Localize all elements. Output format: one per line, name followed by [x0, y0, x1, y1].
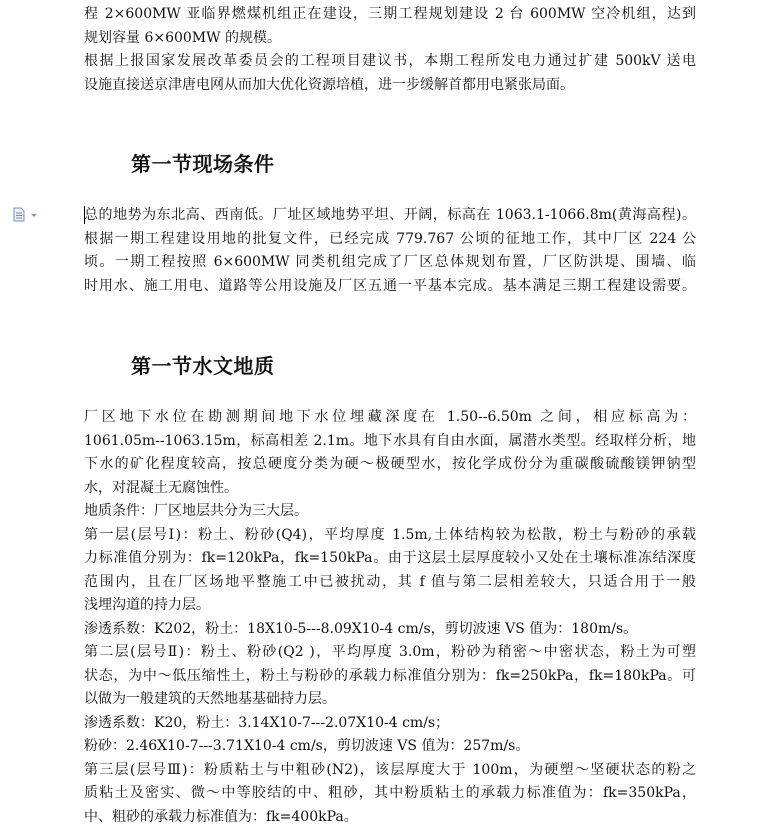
paragraph-menu[interactable] — [12, 207, 42, 223]
text-line: 第二层(层号Ⅱ)：粉土、粉砂(Q2 )，平均厚度 3.0m，粉砂为稍密～中密状态，粉土为可塑 — [84, 641, 696, 665]
text-line: 状态，为中～低压缩性土，粉土与粉砂的承载力标准值分别为：fk=250kPa，fk=180kPa。可 — [84, 665, 696, 689]
section-heading-site-conditions: 第一节现场条件 — [131, 148, 275, 177]
text-line: 以做为一般建筑的天然地基基础持力层。 — [84, 688, 696, 712]
text-line: 渗透系数：K202，粉土：18X10-5---8.09X10-4 cm/s，剪切波速 VS 值为：180m/s。 — [84, 618, 696, 642]
section-heading-hydrogeology: 第一节水文地质 — [131, 350, 275, 379]
document-icon — [12, 207, 42, 223]
site-conditions-paragraph[interactable] — [84, 204, 696, 298]
text-line: 中、粗砂的承载力标准值为：fk=400kPa。 — [84, 806, 696, 829]
text-line: 第一层(层号Ⅰ)：粉土、粉砂(Q4)，平均厚度 1.5m,土体结构较为松散，粉土与粉砂的承载 — [84, 524, 696, 548]
text-line: 下水的矿化程度较高，按总硬度分类为硬～极硬型水，按化学成份分为重碳酸硫酸镁钾钠型 — [84, 453, 696, 477]
text-line: 总的地势为东北高、西南低。厂址区域地势平坦、开阔，标高在 1063.1-1066.8m(黄海高程)。 — [84, 204, 696, 228]
text-line: 浅埋沟道的持力层。 — [84, 594, 696, 618]
text-line: 时用水、施工用电、道路等公用设施及厂区五通一平基本完成。基本满足三期工程建设需要。 — [84, 275, 696, 299]
text-line: 第三层(层号Ⅲ)：粉质粘土与中粗砂(N2)，该层厚度大于 100m，为硬塑～坚硬状态的粉之 — [84, 759, 696, 783]
text-line: 力标准值分别为：fk=120kPa，fk=150kPa。由于这层土层厚度较小又处在土壤标准冻结深度 — [84, 547, 696, 571]
hydrogeology-paragraph[interactable] — [84, 406, 696, 829]
text-line: 根据一期工程建设用地的批复文件，已经完成 779.767 公顷的征地工作，其中厂区 224 公 — [84, 228, 696, 252]
text-line: 水，对混凝土无腐蚀性。 — [84, 477, 696, 501]
text-line: 范围内，且在厂区场地平整施工中已被扰动，其 f 值与第二层相差较大，只适合用于一般 — [84, 571, 696, 595]
text-line: 地质条件：厂区地层共分为三大层。 — [84, 500, 696, 524]
text-line: 厂区地下水位在勘测期间地下水位埋藏深度在 1.50--6.50m 之间，相应标高为： — [84, 406, 696, 430]
text-line: 程 2×600MW 亚临界燃煤机组正在建设，三期工程规划建设 2 台 600MW 空冷机组，达到 — [84, 3, 696, 27]
text-line: 粉砂：2.46X10-7---3.71X10-4 cm/s，剪切波速 VS 值为：257m/s。 — [84, 735, 696, 759]
chevron-down-icon — [31, 214, 37, 217]
text-line: 1061.05m--1063.15m，标高相差 2.1m。地下水具有自由水面，属潜水类型。经取样分析，地 — [84, 430, 696, 454]
text-line: 顷。一期工程按照 6×600MW 同类机组完成了厂区总体规划布置，厂区防洪堤、围墙、临 — [84, 251, 696, 275]
text-line: 设施直接送京津唐电网从而加大优化资源培植，进一步缓解首都用电紧张局面。 — [84, 74, 696, 98]
text-line: 质粘土及密实、微～中等胶结的中、粗砂，其中粉质粘土的承载力标准值为：fk=350kPa， — [84, 782, 696, 806]
text-line: 根据上报国家发展改革委员会的工程项目建议书，本期工程所发电力通过扩建 500kV 送电 — [84, 50, 696, 74]
intro-paragraph — [84, 3, 696, 97]
text-line: 渗透系数：K20，粉土：3.14X10-7---2.07X10-4 cm/s； — [84, 712, 696, 736]
text-line: 规划容量 6×600MW 的规模。 — [84, 27, 696, 51]
